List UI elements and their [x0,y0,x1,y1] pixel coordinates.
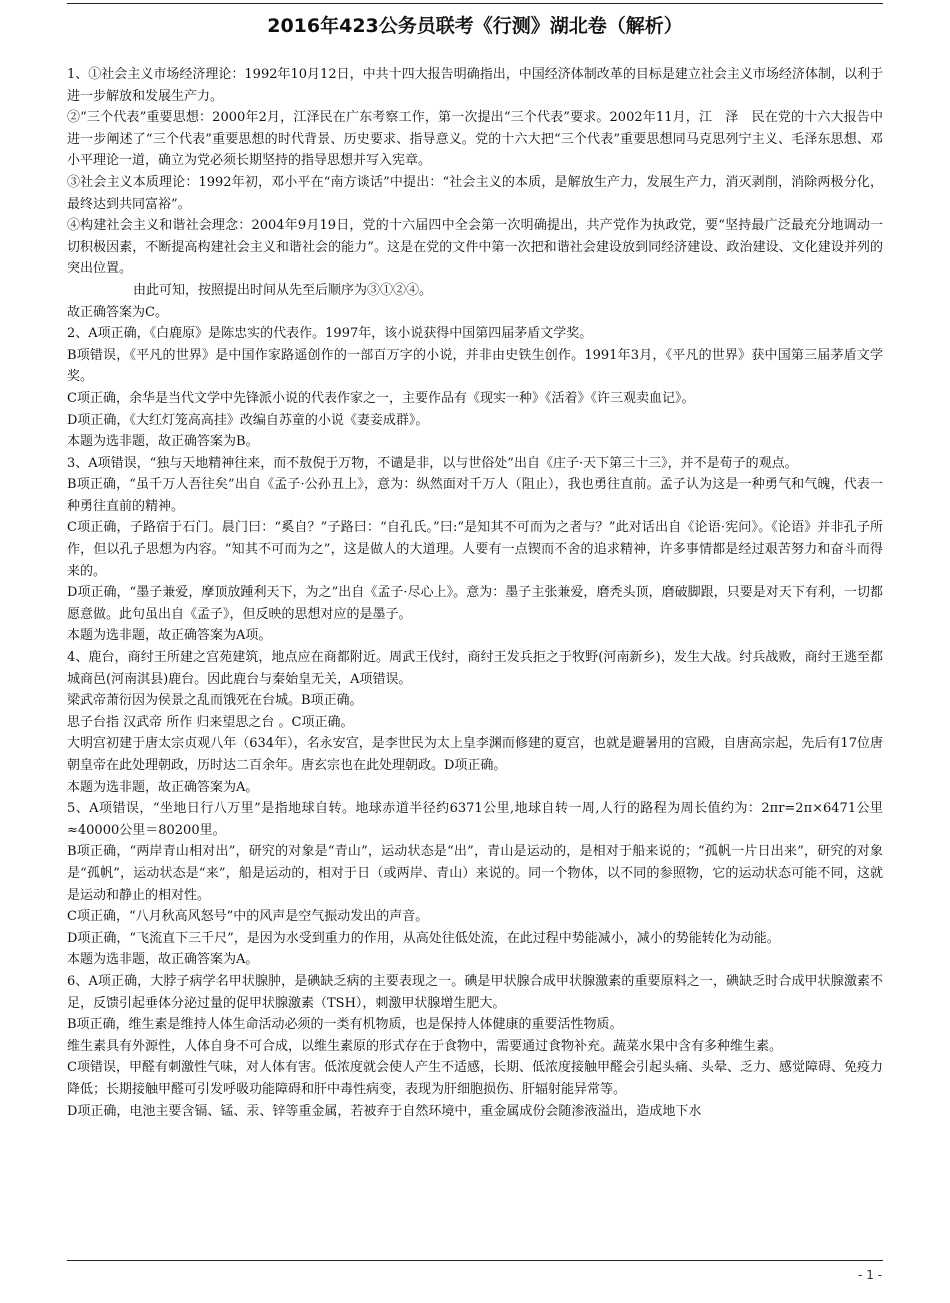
paragraph: 由此可知，按照提出时间从先至后顺序为③①②④。 [133,282,433,298]
paragraph: B项正确，“两岸青山相对出”，研究的对象是“青山”，运动状态是“出”，青山是运动的，是相对于船来说的；“孤帆一片日出来”，研究的对象是“孤帆”，运动状态是“来”，船是运动的，相对于日（或两岸、青山）来说的。同一个物体，以不同的参照物，它的运动状态可能不同，这就是运动和静止的相对性。 [67,844,883,903]
paragraph: 大明宫初建于唐太宗贞观八年（634年），名永安宫，是李世民为太上皇李渊而修建的夏宫，也就是避暑用的宫殿，自唐高宗起，先后有17位唐朝皇帝在此处理朝政，历时达二百余年。唐玄宗也在此处理朝政。D项正确。 [67,736,883,773]
paragraph: 本题为选非题，故正确答案为A。 [67,779,259,795]
bottom-rule [67,1260,883,1261]
paragraph: 5、A项错误，“坐地日行八万里”是指地球自转。地球赤道半径约6371公里,地球自转一周,人行的路程为周长值约为：2πr=2π×6471公里≈40000公里＝80200里。 [67,801,883,838]
paragraph: D项正确，电池主要含镉、锰、汞、锌等重金属，若被弃于自然环境中，重金属成份会随渗液溢出，造成地下水 [67,1103,702,1119]
paragraph: ②“三个代表”重要思想：2000年2月，江泽民在广东考察工作，第一次提出“三个代表”要求。2002年11月，江 泽 民在党的十六大报告中进一步阐述了“三个代表”重要思想的时代背景、历史要求、指导意义。党的十六大把“三个代表”重要思想同马克思列宁主义、毛泽东思想、邓小平理论一道，确立为党必须长期坚持的指导思想并写入宪章。 [67,110,883,169]
paragraph: 本题为选非题，故正确答案为B。 [67,434,259,450]
paragraph: C项正确，“八月秋高风怒号”中的风声是空气振动发出的声音。 [67,909,429,925]
paragraph: ④构建社会主义和谐社会理念：2004年9月19日，党的十六届四中全会第一次明确提出，共产党作为执政党，要“坚持最广泛最充分地调动一切积极因素，不断提高构建社会主义和谐社会的能力”。这是在党的文件中第一次把和谐社会建设放到同经济建设、政治建设、文化建设并列的突出位置。 [67,218,883,277]
paragraph: B项正确，“虽千万人吾往矣”出自《孟子·公孙丑上》，意为：纵然面对千万人（阻止），我也勇往直前。孟子认为这是一种勇气和气魄，代表一种勇往直前的精神。 [67,477,883,514]
paragraph: C项正确，子路宿于石门。晨门曰：“奚自？”子路曰：“自孔氏。”曰:“是知其不可而为之者与？”此对话出自《论语·宪问》。《论语》并非孔子所作，但以孔子思想为内容。“知其不可而为之”，这是做人的大道理。人要有一点锲而不舍的追求精神，许多事情都是经过艰苦努力和奋斗而得来的。 [67,520,883,579]
paragraph: C项正确，余华是当代文学中先锋派小说的代表作家之一，主要作品有《现实一种》《活着》《许三观卖血记》。 [67,390,695,406]
paragraph: 1、①社会主义市场经济理论：1992年10月12日，中共十四大报告明确指出，中国经济体制改革的目标是建立社会主义市场经济体制，以利于进一步解放和发展生产力。 [67,67,883,104]
paragraph: B项错误，《平凡的世界》是中国作家路遥创作的一部百万字的小说，并非由史铁生创作。1991年3月，《平凡的世界》获中国第三届茅盾文学奖。 [67,347,883,385]
paragraph: D项正确，《大红灯笼高高挂》改编自苏童的小说《妻妾成群》。 [67,412,429,428]
paragraph: 本题为选非题，故正确答案为A项。 [67,628,272,644]
paragraph: 本题为选非题，故正确答案为A。 [67,952,259,968]
paragraph: 梁武帝萧衍因为侯景之乱而饿死在台城。B项正确。 [67,693,363,709]
document-body [67,64,883,1256]
paragraph: ③社会主义本质理论：1992年初，邓小平在“南方谈话”中提出：“社会主义的本质，是解放生产力，发展生产力，消灭剥削，消除两极分化，最终达到共同富裕”。 [67,174,883,212]
paragraph: C项错误，甲醛有刺激性气味，对人体有害。低浓度就会使人产生不适感，长期、低浓度接触甲醛会引起头痛、头晕、乏力、感觉障碍、免疫力降低；长期接触甲醛可引发呼吸功能障碍和肝中毒性病变，表现为肝细胞损伤、肝辐射能异常等。 [67,1060,883,1097]
paragraph: 4、鹿台，商纣王所建之宫苑建筑，地点应在商都附近。周武王伐纣，商纣王发兵拒之于牧野(河南新乡)，发生大战。纣兵战败，商纣王逃至都城商邑(河南淇县)鹿台。因此鹿台与秦始皇无关，A项错误。 [67,650,883,687]
paragraph: 6、A项正确，大脖子病学名甲状腺肿，是碘缺乏病的主要表现之一。碘是甲状腺合成甲状腺激素的重要原料之一，碘缺乏时合成甲状腺激素不足，反馈引起垂体分泌过量的促甲状腺激素（TSH），刺激甲状腺增生肥大。 [67,973,883,1011]
paragraph: B项正确，维生素是维持人体生命活动必须的一类有机物质，也是保持人体健康的重要活性物质。 [67,1017,623,1033]
paragraph: D项正确，“墨子兼爱，摩顶放踵利天下，为之”出自《孟子·尽心上》。意为：墨子主张兼爱，磨秃头顶，磨破脚跟，只要是对天下有利，一切都愿意做。此句虽出自《孟子》，但反映的思想对应的是墨子。 [67,585,883,622]
paragraph: 故正确答案为C。 [67,304,168,320]
paragraph: 3、A项错误，“独与天地精神往来，而不敖倪于万物，不谴是非，以与世俗处”出自《庄子·天下第三十三》，并不是荀子的观点。 [67,455,798,471]
paragraph: 思子台指 汉武帝 所作 归来望思之台 。C项正确。 [67,714,354,730]
document-title: 2016年423公务员联考《行测》湖北卷（解析） [267,15,683,37]
paragraph: D项正确，“飞流直下三千尺”，是因为水受到重力的作用，从高处往低处流，在此过程中势能减小，减小的势能转化为动能。 [67,930,780,946]
paragraph: 2、A项正确，《白鹿原》是陈忠实的代表作。1997年，该小说获得中国第四届茅盾文学奖。 [67,326,593,342]
top-rule [67,3,883,4]
paragraph: 维生素具有外源性，人体自身不可合成，以维生素原的形式存在于食物中，需要通过食物补充。蔬菜水果中含有多种维生素。 [67,1038,783,1054]
page-number: - 1 - [858,1268,882,1282]
